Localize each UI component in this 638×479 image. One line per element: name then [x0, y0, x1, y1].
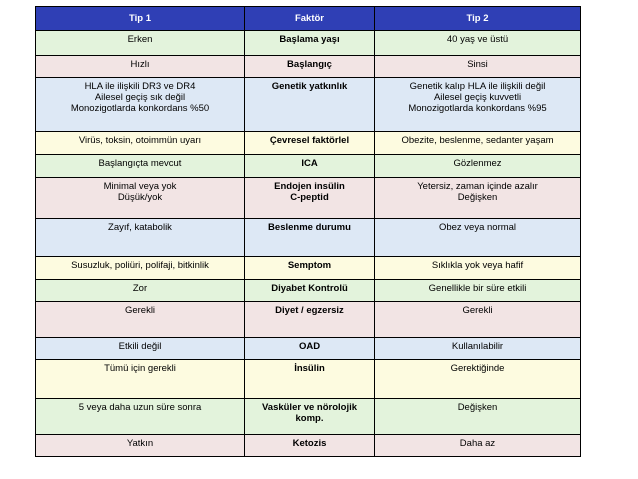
cell-tip1: Başlangıçta mevcut: [36, 155, 245, 178]
cell-tip1: Zayıf, katabolik: [36, 219, 245, 257]
table-row: [36, 302, 581, 338]
table-row: [36, 132, 581, 155]
table-row: [36, 178, 581, 219]
table-row: [36, 78, 581, 132]
cell-tip2: 40 yaş ve üstü: [375, 31, 581, 56]
cell-factor: ICA: [245, 155, 375, 178]
cell-tip1: Zor: [36, 280, 245, 302]
cell-factor: Genetik yatkınlık: [245, 78, 375, 132]
cell-tip1: Gerekli: [36, 302, 245, 338]
cell-tip1: Tümü için gerekli: [36, 360, 245, 399]
cell-tip1: Yatkın: [36, 435, 245, 457]
cell-factor: Vasküler ve nörolojik komp.: [245, 399, 375, 435]
cell-tip1: Erken: [36, 31, 245, 56]
table-row: [36, 31, 581, 56]
cell-tip1: 5 veya daha uzun süre sonra: [36, 399, 245, 435]
cell-tip1: Etkili değil: [36, 338, 245, 360]
cell-factor: Endojen insülin C-peptid: [245, 178, 375, 219]
cell-tip1: Susuzluk, poliüri, polifaji, bitkinlik: [36, 257, 245, 280]
cell-tip2: Gerektiğinde: [375, 360, 581, 399]
cell-factor: İnsülin: [245, 360, 375, 399]
cell-tip2: Gözlenmez: [375, 155, 581, 178]
table-row: [36, 56, 581, 78]
cell-factor: Çevresel faktörlel: [245, 132, 375, 155]
table-row: [36, 257, 581, 280]
cell-tip2: Obez veya normal: [375, 219, 581, 257]
cell-factor: OAD: [245, 338, 375, 360]
cell-tip2: Obezite, beslenme, sedanter yaşam: [375, 132, 581, 155]
cell-tip2: Gerekli: [375, 302, 581, 338]
cell-factor: Semptom: [245, 257, 375, 280]
cell-tip2: Değişken: [375, 399, 581, 435]
cell-tip1: HLA ile ilişkili DR3 ve DR4 Ailesel geçiş sık değil Monozigotlarda konkordans %50: [36, 78, 245, 132]
comparison-table-container: [35, 6, 581, 457]
diabetes-comparison-table: [35, 6, 581, 457]
table-body: [36, 31, 581, 457]
header-tip1: Tip 1: [36, 7, 245, 31]
cell-factor: Ketozis: [245, 435, 375, 457]
table-row: [36, 338, 581, 360]
header-factor: Faktör: [245, 7, 375, 31]
cell-tip2: Kullanılabilir: [375, 338, 581, 360]
table-row: [36, 435, 581, 457]
cell-tip1: Minimal veya yok Düşük/yok: [36, 178, 245, 219]
table-row: [36, 155, 581, 178]
table-row: [36, 219, 581, 257]
cell-tip1: Virüs, toksin, otoimmün uyarı: [36, 132, 245, 155]
table-header-row: [36, 7, 581, 31]
cell-factor: Diyabet Kontrolü: [245, 280, 375, 302]
cell-tip2: Genetik kalıp HLA ile ilişkili değil Ailesel geçiş kuvvetli Monozigotlarda konkordans %95: [375, 78, 581, 132]
cell-tip2: Sıklıkla yok veya hafif: [375, 257, 581, 280]
cell-factor: Başlama yaşı: [245, 31, 375, 56]
cell-tip2: Sinsi: [375, 56, 581, 78]
cell-tip2: Yetersiz, zaman içinde azalır Değişken: [375, 178, 581, 219]
cell-factor: Başlangıç: [245, 56, 375, 78]
cell-factor: Diyet / egzersiz: [245, 302, 375, 338]
cell-tip2: Daha az: [375, 435, 581, 457]
header-tip2: Tip 2: [375, 7, 581, 31]
table-row: [36, 360, 581, 399]
cell-factor: Beslenme durumu: [245, 219, 375, 257]
table-row: [36, 280, 581, 302]
cell-tip1: Hızlı: [36, 56, 245, 78]
table-row: [36, 399, 581, 435]
cell-tip2: Genellikle bir süre etkili: [375, 280, 581, 302]
